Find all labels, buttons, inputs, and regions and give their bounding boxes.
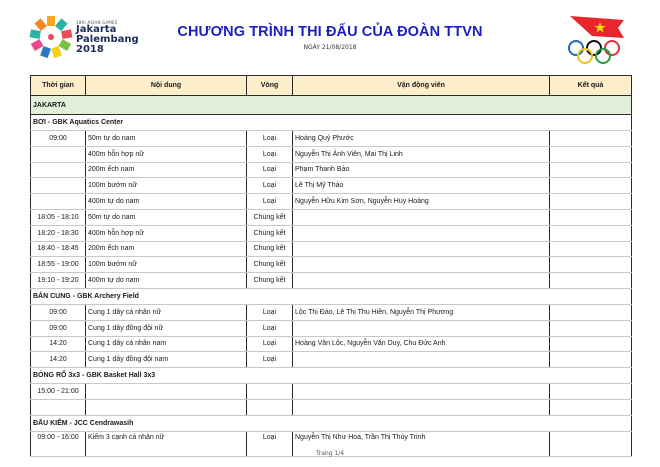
event-cell: 100m bướm nữ xyxy=(86,257,247,273)
time-cell xyxy=(31,162,86,178)
table-row xyxy=(31,320,632,336)
result-cell xyxy=(550,384,632,400)
athletes-cell: Hoàng Văn Lộc, Nguyễn Văn Duy, Chu Đức Anh xyxy=(293,336,550,352)
result-cell xyxy=(550,257,632,273)
table-row xyxy=(31,352,632,368)
athletes-cell xyxy=(293,384,550,400)
venue-label: ĐẤU KIẾM - JCC Cendrawasih xyxy=(31,415,632,431)
event-cell xyxy=(86,399,247,415)
result-cell xyxy=(550,146,632,162)
event-cell: 50m tự do nam xyxy=(86,209,247,225)
round-cell: Loại xyxy=(247,304,293,320)
venue-row xyxy=(31,368,632,384)
table-row xyxy=(31,257,632,273)
time-cell: 18:05 - 18:10 xyxy=(31,209,86,225)
time-cell: 18:55 - 19:00 xyxy=(31,257,86,273)
table-row xyxy=(31,162,632,178)
round-cell: Loại xyxy=(247,320,293,336)
col-athletes: Vận động viên xyxy=(293,76,550,96)
table-row xyxy=(31,304,632,320)
table-row xyxy=(31,178,632,194)
venue-row xyxy=(31,288,632,304)
athletes-cell: Phạm Thanh Bảo xyxy=(293,162,550,178)
result-cell xyxy=(550,273,632,289)
athletes-cell xyxy=(293,209,550,225)
athletes-cell: Nguyễn Thị Như Hoa, Trần Thị Thùy Trinh xyxy=(293,431,550,456)
table-row xyxy=(31,241,632,257)
table-row xyxy=(31,384,632,400)
athletes-cell xyxy=(293,225,550,241)
athletes-cell xyxy=(293,241,550,257)
time-cell xyxy=(31,178,86,194)
table-header-row xyxy=(31,76,632,96)
region-label: JAKARTA xyxy=(31,96,632,115)
vietnam-olympic-logo-icon xyxy=(562,14,630,66)
event-cell: Cung 1 dây đồng đội nữ xyxy=(86,320,247,336)
athletes-cell: Nguyễn Hữu Kim Sơn, Nguyễn Huy Hoàng xyxy=(293,194,550,210)
event-cell: Cung 1 dây cá nhân nữ xyxy=(86,304,247,320)
table-row xyxy=(31,399,632,415)
time-cell xyxy=(31,194,86,210)
table-row xyxy=(31,273,632,289)
venue-label: BẮN CUNG - GBK Archery Field xyxy=(31,288,632,304)
round-cell: Loại xyxy=(247,336,293,352)
col-round: Vòng xyxy=(247,76,293,96)
result-cell xyxy=(550,131,632,147)
logo-line-3: 2018 xyxy=(76,44,104,55)
logo-line-2: Palembang xyxy=(76,34,139,45)
result-cell xyxy=(550,304,632,320)
logo-line-1: Jakarta xyxy=(76,24,117,35)
round-cell: Chung kết xyxy=(247,241,293,257)
round-cell: Chung kết xyxy=(247,225,293,241)
result-cell xyxy=(550,336,632,352)
athletes-cell: Lộc Thị Đào, Lê Thị Thu Hiền, Nguyễn Thị Phương xyxy=(293,304,550,320)
time-cell: 09:00 xyxy=(31,320,86,336)
table-row xyxy=(31,209,632,225)
page-title: CHƯƠNG TRÌNH THI ĐẤU CỦA ĐOÀN TTVN xyxy=(177,24,483,40)
athletes-cell: Hoàng Quý Phước xyxy=(293,131,550,147)
round-cell: Chung kết xyxy=(247,209,293,225)
event-cell: 400m tự do nam xyxy=(86,194,247,210)
time-cell: 14:20 xyxy=(31,336,86,352)
event-cell: Cung 1 dây đồng đội nam xyxy=(86,352,247,368)
event-cell: 100m bướm nữ xyxy=(86,178,247,194)
round-cell: Loại xyxy=(247,178,293,194)
time-cell: 09:00 xyxy=(31,131,86,147)
result-cell xyxy=(550,209,632,225)
result-cell xyxy=(550,399,632,415)
round-cell: Loại xyxy=(247,431,293,456)
athletes-cell xyxy=(293,257,550,273)
time-cell: 14:20 xyxy=(31,352,86,368)
event-cell: Kiếm 3 cạnh cá nhân nữ xyxy=(86,431,247,456)
page-date: NGÀY 21/08/2018 xyxy=(303,44,357,51)
time-cell xyxy=(31,146,86,162)
time-cell: 18:20 - 18:30 xyxy=(31,225,86,241)
table-row xyxy=(31,225,632,241)
time-cell: 09:00 xyxy=(31,304,86,320)
region-row xyxy=(31,96,632,115)
round-cell: Loại xyxy=(247,146,293,162)
time-cell: 09:00 - 16:00 xyxy=(31,431,86,456)
athletes-cell xyxy=(293,273,550,289)
venue-label: BÓNG RỔ 3x3 - GBK Basket Hall 3x3 xyxy=(31,368,632,384)
athletes-cell: Nguyễn Thị Ánh Viên, Mai Thị Linh xyxy=(293,146,550,162)
event-cell: 200m ếch nam xyxy=(86,241,247,257)
time-cell: 15:00 - 21:00 xyxy=(31,384,86,400)
time-cell xyxy=(31,399,86,415)
time-cell: 18:40 - 18:45 xyxy=(31,241,86,257)
athletes-cell xyxy=(293,352,550,368)
athletes-cell xyxy=(293,320,550,336)
round-cell xyxy=(247,384,293,400)
round-cell: Loại xyxy=(247,352,293,368)
event-cell xyxy=(86,384,247,400)
table-row xyxy=(31,146,632,162)
asian-games-edition: 18th ASIAN GAMES xyxy=(76,20,118,25)
result-cell xyxy=(550,194,632,210)
result-cell xyxy=(550,178,632,194)
col-event: Nội dung xyxy=(86,76,247,96)
event-cell: 400m hỗn hợp nữ xyxy=(86,146,247,162)
athletes-cell xyxy=(293,399,550,415)
event-cell: 200m ếch nam xyxy=(86,162,247,178)
event-cell: 400m tự do nam xyxy=(86,273,247,289)
athletes-cell: Lê Thị Mỹ Thảo xyxy=(293,178,550,194)
table-row xyxy=(31,194,632,210)
table-row xyxy=(31,131,632,147)
event-cell: 50m tự do nam xyxy=(86,131,247,147)
page-number: Trang 1/4 xyxy=(315,450,345,457)
event-cell: Cung 1 dây cá nhân nam xyxy=(86,336,247,352)
result-cell xyxy=(550,241,632,257)
round-cell: Loại xyxy=(247,131,293,147)
result-cell xyxy=(550,225,632,241)
result-cell xyxy=(550,320,632,336)
table-row xyxy=(31,336,632,352)
result-cell xyxy=(550,162,632,178)
schedule-table xyxy=(30,75,632,457)
venue-row xyxy=(31,415,632,431)
col-time: Thời gian xyxy=(31,76,86,96)
round-cell: Chung kết xyxy=(247,273,293,289)
round-cell: Loại xyxy=(247,162,293,178)
result-cell xyxy=(550,352,632,368)
round-cell xyxy=(247,399,293,415)
venue-label: BƠI - GBK Aquatics Center xyxy=(31,115,632,131)
event-cell: 400m hỗn hợp nữ xyxy=(86,225,247,241)
round-cell: Chung kết xyxy=(247,257,293,273)
round-cell: Loại xyxy=(247,194,293,210)
venue-row xyxy=(31,115,632,131)
time-cell: 19:10 - 19:20 xyxy=(31,273,86,289)
col-result: Kết quả xyxy=(550,76,632,96)
